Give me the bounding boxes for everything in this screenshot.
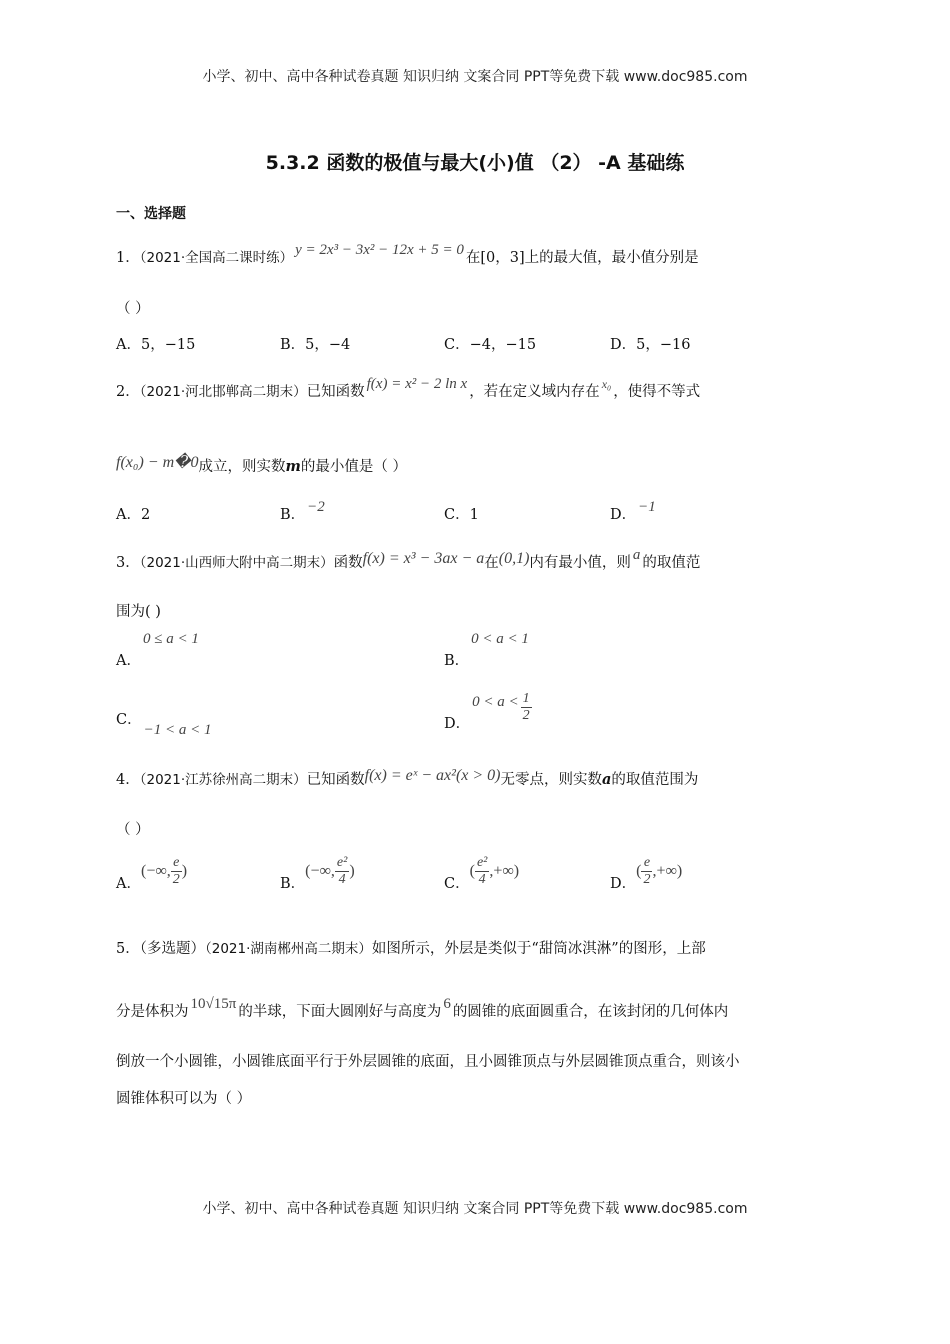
- page-title: 5.3.2 函数的极值与最大(小)值 （2） -A 基础练: [265, 152, 685, 174]
- question-number: 4．: [116, 772, 140, 788]
- question-3: 3．（2021·山西师大附中高二期末）函数f(x) = x³ − 3ax − a在(0,1)内有最小值，则 a 的取值范: [116, 547, 701, 571]
- formula: f(x) = eˣ − ax²(x > 0): [364, 767, 501, 784]
- option-b: B．0 < a < 1: [444, 631, 529, 669]
- question-3-line2: 围为( ): [116, 604, 161, 620]
- question-number: 3．: [116, 555, 140, 571]
- question-text: 在[0，3]上的最大值，最小值分别是: [465, 250, 699, 266]
- page-header: 小学、初中、高中各种试卷真题 知识归纳 文案合同 PPT等免费下载 www.doc985.com: [202, 69, 748, 85]
- formula: f(x₀) − m�0: [116, 454, 199, 471]
- option-d: D．0 < a < $\frac{1}{2}$: [444, 691, 530, 732]
- option-b: B．5，−4: [280, 337, 351, 353]
- question-number: 1．: [116, 250, 140, 266]
- question-2-line2: f(x₀) − m�0成立，则实数m的最小值是（ ）: [116, 454, 407, 475]
- question-number: 5．: [116, 941, 140, 957]
- option-a: A．(−∞, $\frac{e}{2}$ ): [116, 855, 188, 892]
- option-d: D．5，−16: [610, 337, 691, 353]
- option-c: C．−4，−15: [444, 337, 537, 353]
- question-tag: （多选题）: [139, 941, 205, 957]
- formula: f(x) = x³ − 3ax − a: [362, 550, 485, 567]
- question-source: （2021·河北邯郸高二期末）: [139, 384, 307, 400]
- question-2: 2．（2021·河北邯郸高二期末）已知函数 f(x) = x² − 2 ln x ，若在定义域内存在 $^{x_0}$ ，使得不等式: [116, 376, 701, 400]
- option-a: A．2: [116, 507, 151, 523]
- page-footer: 小学、初中、高中各种试卷真题 知识归纳 文案合同 PPT等免费下载 www.doc985.com: [202, 1201, 748, 1217]
- question-source: （2021·江苏徐州高二期末）: [139, 772, 307, 788]
- question-number: 2．: [116, 384, 140, 400]
- formula: f(x) = x² − 2 ln x: [366, 376, 468, 392]
- question-source: （2021·山西师大附中高二期末）: [139, 555, 334, 571]
- question-source: （2021·湖南郴州高二期末）: [204, 941, 372, 957]
- option-b: B． −2: [280, 499, 325, 523]
- formula: 6: [443, 996, 451, 1012]
- option-a: A．5，−15: [116, 337, 196, 353]
- option-d: D． −1: [610, 499, 656, 523]
- section-heading: 一、选择题: [116, 206, 186, 222]
- formula: 10√15π: [190, 996, 237, 1012]
- question-source: （2021·全国高二课时练）: [139, 250, 294, 266]
- question-1: [116, 242, 699, 267]
- option-d: D．( $\frac{e}{2}$ ,+∞): [610, 855, 683, 892]
- question-5-line2: 分是体积为 10√15π 的半球，下面大圆刚好与高度为 6 的圆锥的底面圆重合，在该封闭的几何体内: [116, 996, 729, 1020]
- option-c: C．1: [444, 507, 479, 523]
- formula: y = 2x³ − 3x² − 12x + 5 = 0: [295, 242, 464, 258]
- question-5-line4: 圆锥体积可以为（ ）: [116, 1091, 252, 1107]
- question-5-line3: 倒放一个小圆锥，小圆锥底面平行于外层圆锥的底面，且小圆锥顶点与外层圆锥顶点重合，则该小: [116, 1054, 740, 1070]
- question-4: 4．（2021·江苏徐州高二期末）已知函数f(x) = eˣ − ax²(x > 0)无零点，则实数a的取值范围为: [116, 767, 699, 788]
- question-1-blank: （ ）: [116, 301, 150, 317]
- question-4-blank: （ ）: [116, 822, 150, 838]
- question-5: 5．（多选题）（2021·湖南郴州高二期末）如图所示，外层是类似于“甜筒冰淇淋”的图形，上部: [116, 941, 706, 957]
- option-a: A．0 ≤ a < 1: [116, 631, 199, 669]
- option-c: C．−1 < a < 1: [116, 712, 212, 738]
- formula: x₀: [601, 377, 612, 391]
- option-b: B．(−∞, $\frac{\text{e²}}{4}$ ): [280, 855, 355, 892]
- option-c: C．( $\frac{\text{e²}}{4}$ ,+∞): [444, 855, 520, 892]
- formula: (0,1): [498, 550, 530, 567]
